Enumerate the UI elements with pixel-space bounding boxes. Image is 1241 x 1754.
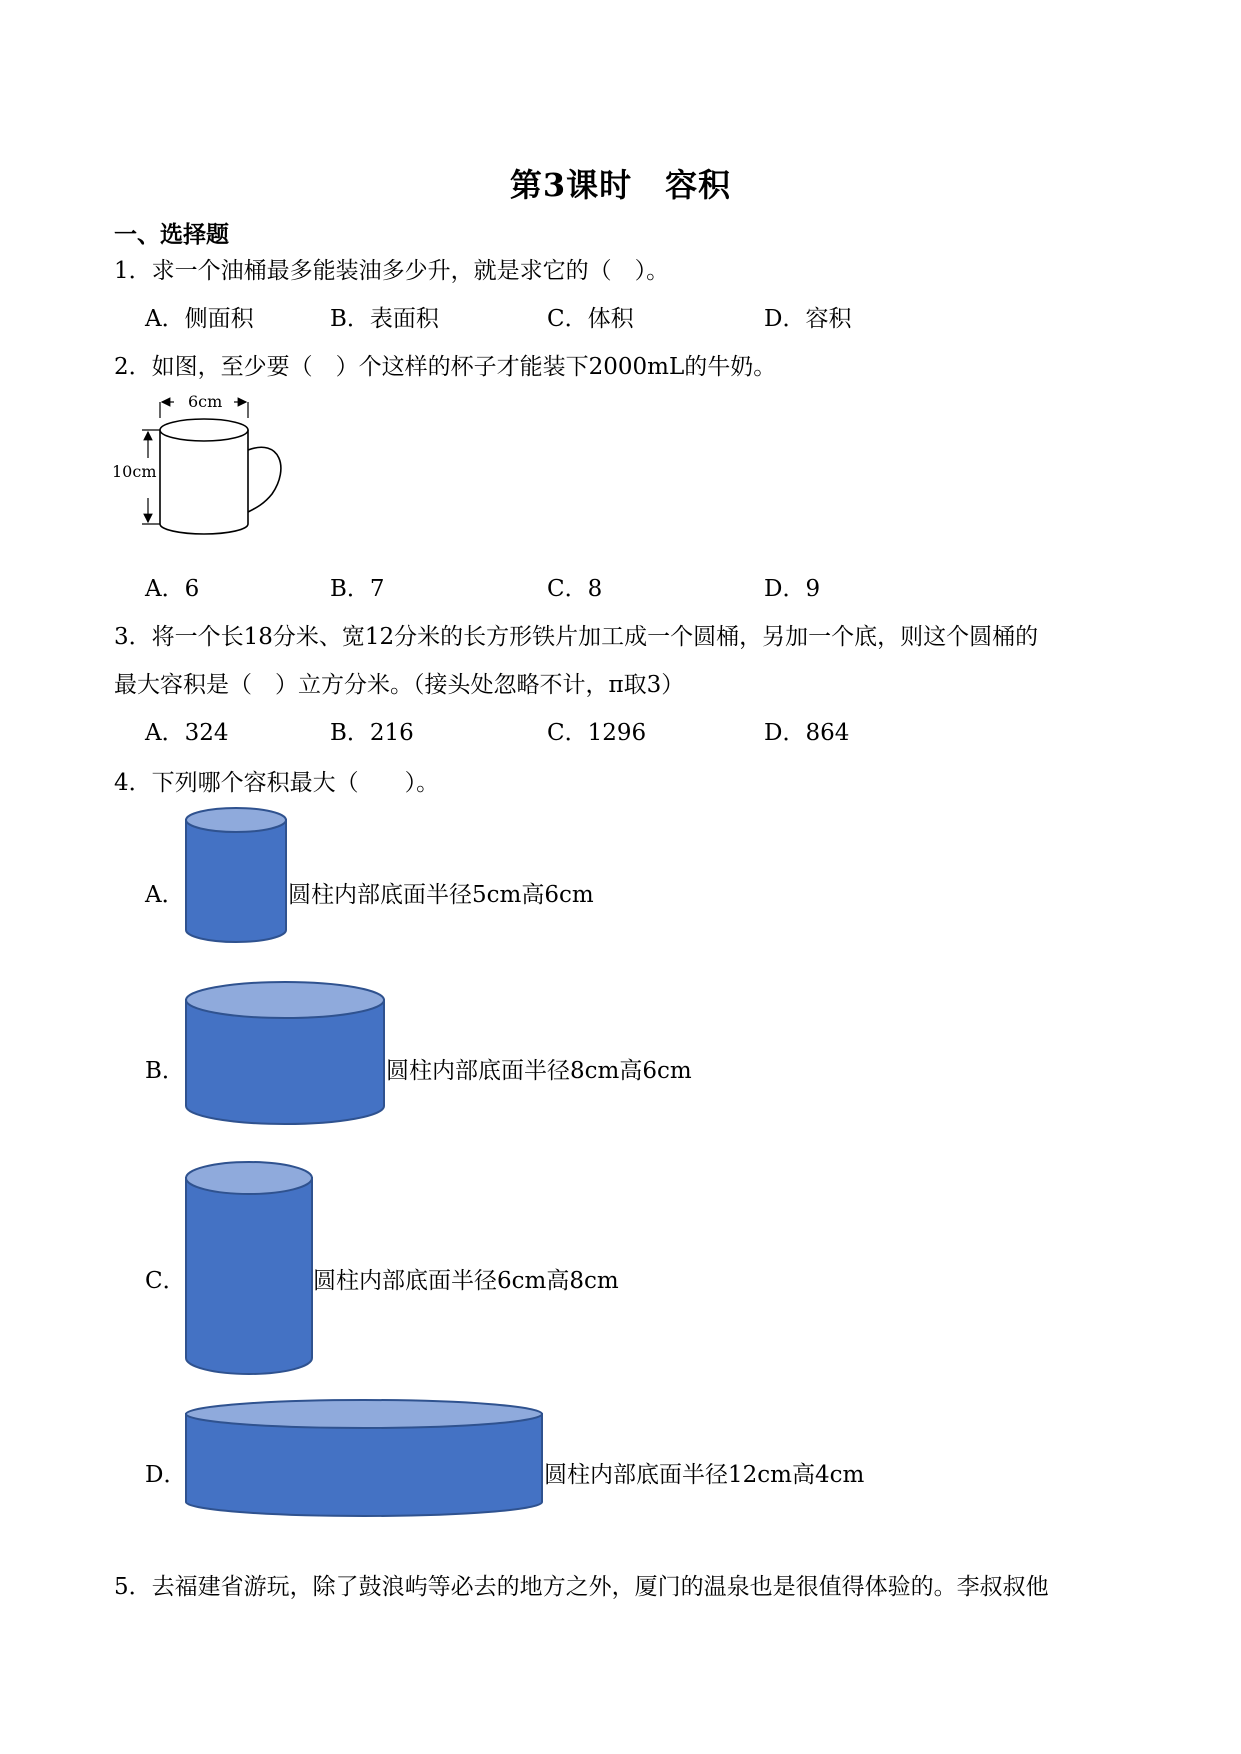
question-1-option-d: D．容积 [764,306,852,332]
question-4-stem: 4．下列哪个容积最大（ ）。 [114,770,440,796]
question-4-option-b-letter: B． [145,1058,185,1084]
question-4-option-a-desc: 圆柱内部底面半径5cm高6cm [288,882,594,908]
question-1-stem: 1．求一个油桶最多能装油多少升，就是求它的（ ）。 [114,258,670,284]
question-4-option-d-letter: D． [145,1462,187,1488]
question-2-option-c: C．8 [547,576,603,602]
question-5-stem: 5．去福建省游玩，除了鼓浪屿等必去的地方之外，厦门的温泉也是很值得体验的。李叔叔他 [114,1574,1049,1600]
question-4-option-d-desc: 圆柱内部底面半径12cm高4cm [544,1462,865,1488]
cup-width-label: 6cm [188,392,223,411]
question-3-option-a: A．324 [145,720,229,746]
question-4-option-c-letter: C． [145,1268,186,1294]
question-1-option-c: C．体积 [547,306,634,332]
question-3-option-d: D．864 [764,720,850,746]
cylinder-b-icon [183,980,387,1128]
question-3-option-b: B．216 [330,720,414,746]
cylinder-a-icon [183,804,289,946]
question-4-option-a-letter: A． [145,882,185,908]
cup-height-label: 10cm [112,462,157,481]
question-4-option-c-desc: 圆柱内部底面半径6cm高8cm [313,1268,619,1294]
section-heading: 一、选择题 [114,221,229,248]
question-1-option-a: A．侧面积 [145,306,254,332]
page-title: 第3课时 容积 [509,166,732,204]
question-1-option-b: B．表面积 [330,306,439,332]
question-2-option-a: A．6 [145,576,200,602]
question-3-stem-line1: 3．将一个长18分米、宽12分米的长方形铁片加工成一个圆桶，另加一个底，则这个圆桶的 [114,624,1039,650]
question-2-option-b: B．7 [330,576,385,602]
question-2-stem: 2．如图，至少要（ ）个这样的杯子才能装下2000mL的牛奶。 [114,354,777,380]
question-3-option-c: C．1296 [547,720,647,746]
question-3-stem-line2: 最大容积是（ ）立方分米。（接头处忽略不计，π取3） [114,672,685,698]
question-4-option-b-desc: 圆柱内部底面半径8cm高6cm [386,1058,692,1084]
question-2-option-d: D．9 [764,576,821,602]
cylinder-c-icon [183,1158,315,1380]
cylinder-d-icon [183,1398,545,1522]
